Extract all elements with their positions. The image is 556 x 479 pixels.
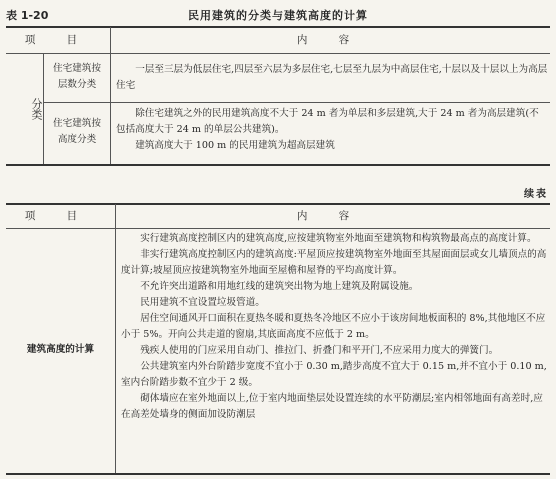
row-label-floors-line1: 住宅建筑按 [53,63,101,74]
row-text-height-paragraph-1: 除住宅建筑之外的民用建筑高度不大于 24 m 者为单层和多层建筑,大于 24 m 者为高层建筑(不包括高度大于 24 m 的单层公共建筑)。 [116,108,539,135]
row-label-height-line2: 高度分类 [57,134,97,145]
table1-header-item: 项 目 [24,34,92,46]
row-label-height-line1: 住宅建筑按 [53,118,101,129]
table2-column-divider [115,204,116,474]
row-label-floors-line2: 层数分类 [57,79,97,90]
paragraph-7: 公共建筑室内外台阶踏步宽度不宜小于 0.30 m,踏步高度不宜大于 0.15 m,并不宜小于 0.10 m,室内台阶踏步数不宜少于 2 级。 [121,361,547,388]
table1-header-content: 内 容 [296,34,364,46]
row-text-floors [116,62,548,94]
paragraph-5: 居住空间通风开口面积在夏热冬暖和夏热冬冷地区不应小于该房间地板面积的 8%,其他地区不应小于 5%。开向公共走道的窗扇,其底面高度不应低于 2 m。 [121,313,546,340]
row-text-floors-paragraph: 一层至三层为低层住宅,四层至六层为多层住宅,七层至九层为中高层住宅,十层以及十层以上为高层住宅 [116,64,548,91]
table-title: 民用建筑的分类与建筑高度的计算 [188,9,368,22]
row-text-height [116,106,548,154]
continued-label: 续表 [524,189,548,200]
group-label: 分类 [30,98,43,120]
table1-top-rule [6,26,550,28]
row-label-floors [44,61,110,93]
paragraph-1: 实行建筑高度控制区内的建筑高度,应按建筑物室外地面至建筑物和构筑物最高点的高度计算。 [140,233,537,244]
table1-bottom-rule [6,164,550,166]
table2-header-content: 内 容 [296,210,364,222]
paragraph-6: 残疾人使用的门应采用自动门、推拉门、折叠门和平开门,不应采用力度大的弹簧门。 [140,345,499,356]
paragraph-2: 非实行建筑高度控制区内的建筑高度:平屋顶应按建筑物室外地面至其屋面面层或女儿墙顶点的高度计算;坡屋顶应按建筑物室外地面至屋檐和屋脊的平均高度计算。 [121,249,547,276]
paragraph-3: 不允许突出道路和用地红线的建筑突出物为地上建筑及附属设施。 [140,281,419,292]
table2-top-rule [6,203,550,205]
table1-column-divider [110,27,111,165]
row-text-height-paragraph-2: 建筑高度大于 100 m 的民用建筑为超高层建筑 [135,140,335,151]
table2-header-item: 项 目 [24,210,92,222]
row-label-height-calculation: 建筑高度的计算 [26,344,95,355]
table-number: 表 1-20 [6,9,49,22]
row-text-height-calculation [121,231,549,423]
table2-header-rule [6,228,550,229]
table-caption [6,5,550,23]
paragraph-4: 民用建筑不宜设置垃圾管道。 [140,297,265,308]
row-label-height [44,116,110,148]
paragraph-8: 砌体墙应在室外地面以上,位于室内地面垫层处设置连续的水平防潮层;室内相邻地面有高差时,应在高差处墙身的侧面加设防潮层 [121,393,543,420]
table1-header-rule [6,53,550,54]
table1-row-divider [43,102,550,103]
table2-bottom-rule [6,473,550,475]
